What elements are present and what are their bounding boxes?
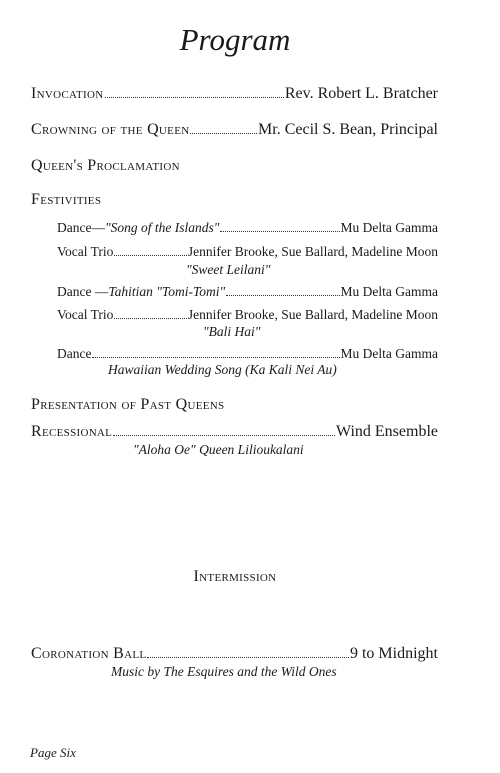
page-number: Page Six — [30, 745, 76, 760]
festivity-performer: Jennifer Brooke, Sue Ballard, Madeline Moon — [187, 307, 438, 322]
invocation-row — [31, 85, 438, 103]
coronation-label: Coronation Ball — [31, 645, 147, 662]
festivity-item-5 — [57, 346, 438, 362]
crowning-row — [31, 121, 438, 139]
festivity-song: "Song of the Islands" — [104, 220, 220, 235]
dot-leader — [113, 435, 335, 436]
festivity-performer: Jennifer Brooke, Sue Ballard, Madeline Moon — [187, 244, 438, 259]
festivity-item-2 — [57, 244, 438, 260]
dot-leader — [147, 657, 349, 658]
crowning-label: Crowning of the Queen — [31, 121, 190, 138]
festivity-performer: Mu Delta Gamma — [340, 346, 438, 361]
dot-leader — [190, 133, 257, 134]
festivity-item-3 — [57, 284, 438, 300]
invocation-value: Rev. Robert L. Bratcher — [284, 85, 438, 102]
recessional-note: "Aloha Oe" Queen Lilioukalani — [133, 442, 304, 457]
dot-leader — [105, 97, 284, 98]
page-title: Program — [179, 22, 291, 57]
festivity-performer: Mu Delta Gamma — [340, 284, 438, 299]
festivity-item-4 — [57, 307, 438, 323]
coronation-row — [31, 645, 438, 663]
intermission-label: Intermission — [193, 568, 277, 585]
recessional-label: Recessional — [31, 423, 113, 440]
festivity-song: Tahitian "Tomi-Tomi" — [108, 284, 226, 299]
presentation-label: Presentation of Past Queens — [31, 396, 225, 413]
coronation-note: Music by The Esquires and the Wild Ones — [111, 664, 337, 679]
festivity-act: Vocal Trio — [57, 307, 114, 322]
festivity-act: Dance — [57, 346, 92, 361]
invocation-label: Invocation — [31, 85, 104, 102]
dot-leader — [220, 231, 339, 232]
festivity-performer: Mu Delta Gamma — [340, 220, 438, 235]
crowning-value: Mr. Cecil S. Bean, Principal — [258, 121, 438, 138]
proclamation-label: Queen's Proclamation — [31, 157, 180, 174]
recessional-row — [31, 423, 438, 441]
festivity-song-note: "Bali Hai" — [203, 324, 261, 339]
recessional-value: Wind Ensemble — [336, 423, 438, 440]
festivity-act: Dance— — [57, 220, 105, 235]
festivity-act: Dance — — [57, 284, 109, 299]
dot-leader — [114, 318, 187, 319]
dot-leader — [226, 295, 339, 296]
festivities-label: Festivities — [31, 191, 102, 208]
festivity-item-1 — [57, 220, 438, 236]
festivity-song-note: Hawaiian Wedding Song (Ka Kali Nei Au) — [108, 362, 337, 377]
festivity-song-note: "Sweet Leilani" — [186, 262, 271, 277]
festivity-act: Vocal Trio — [57, 244, 114, 259]
coronation-value: 9 to Midnight — [349, 645, 438, 662]
dot-leader — [114, 255, 187, 256]
dot-leader — [92, 357, 339, 358]
